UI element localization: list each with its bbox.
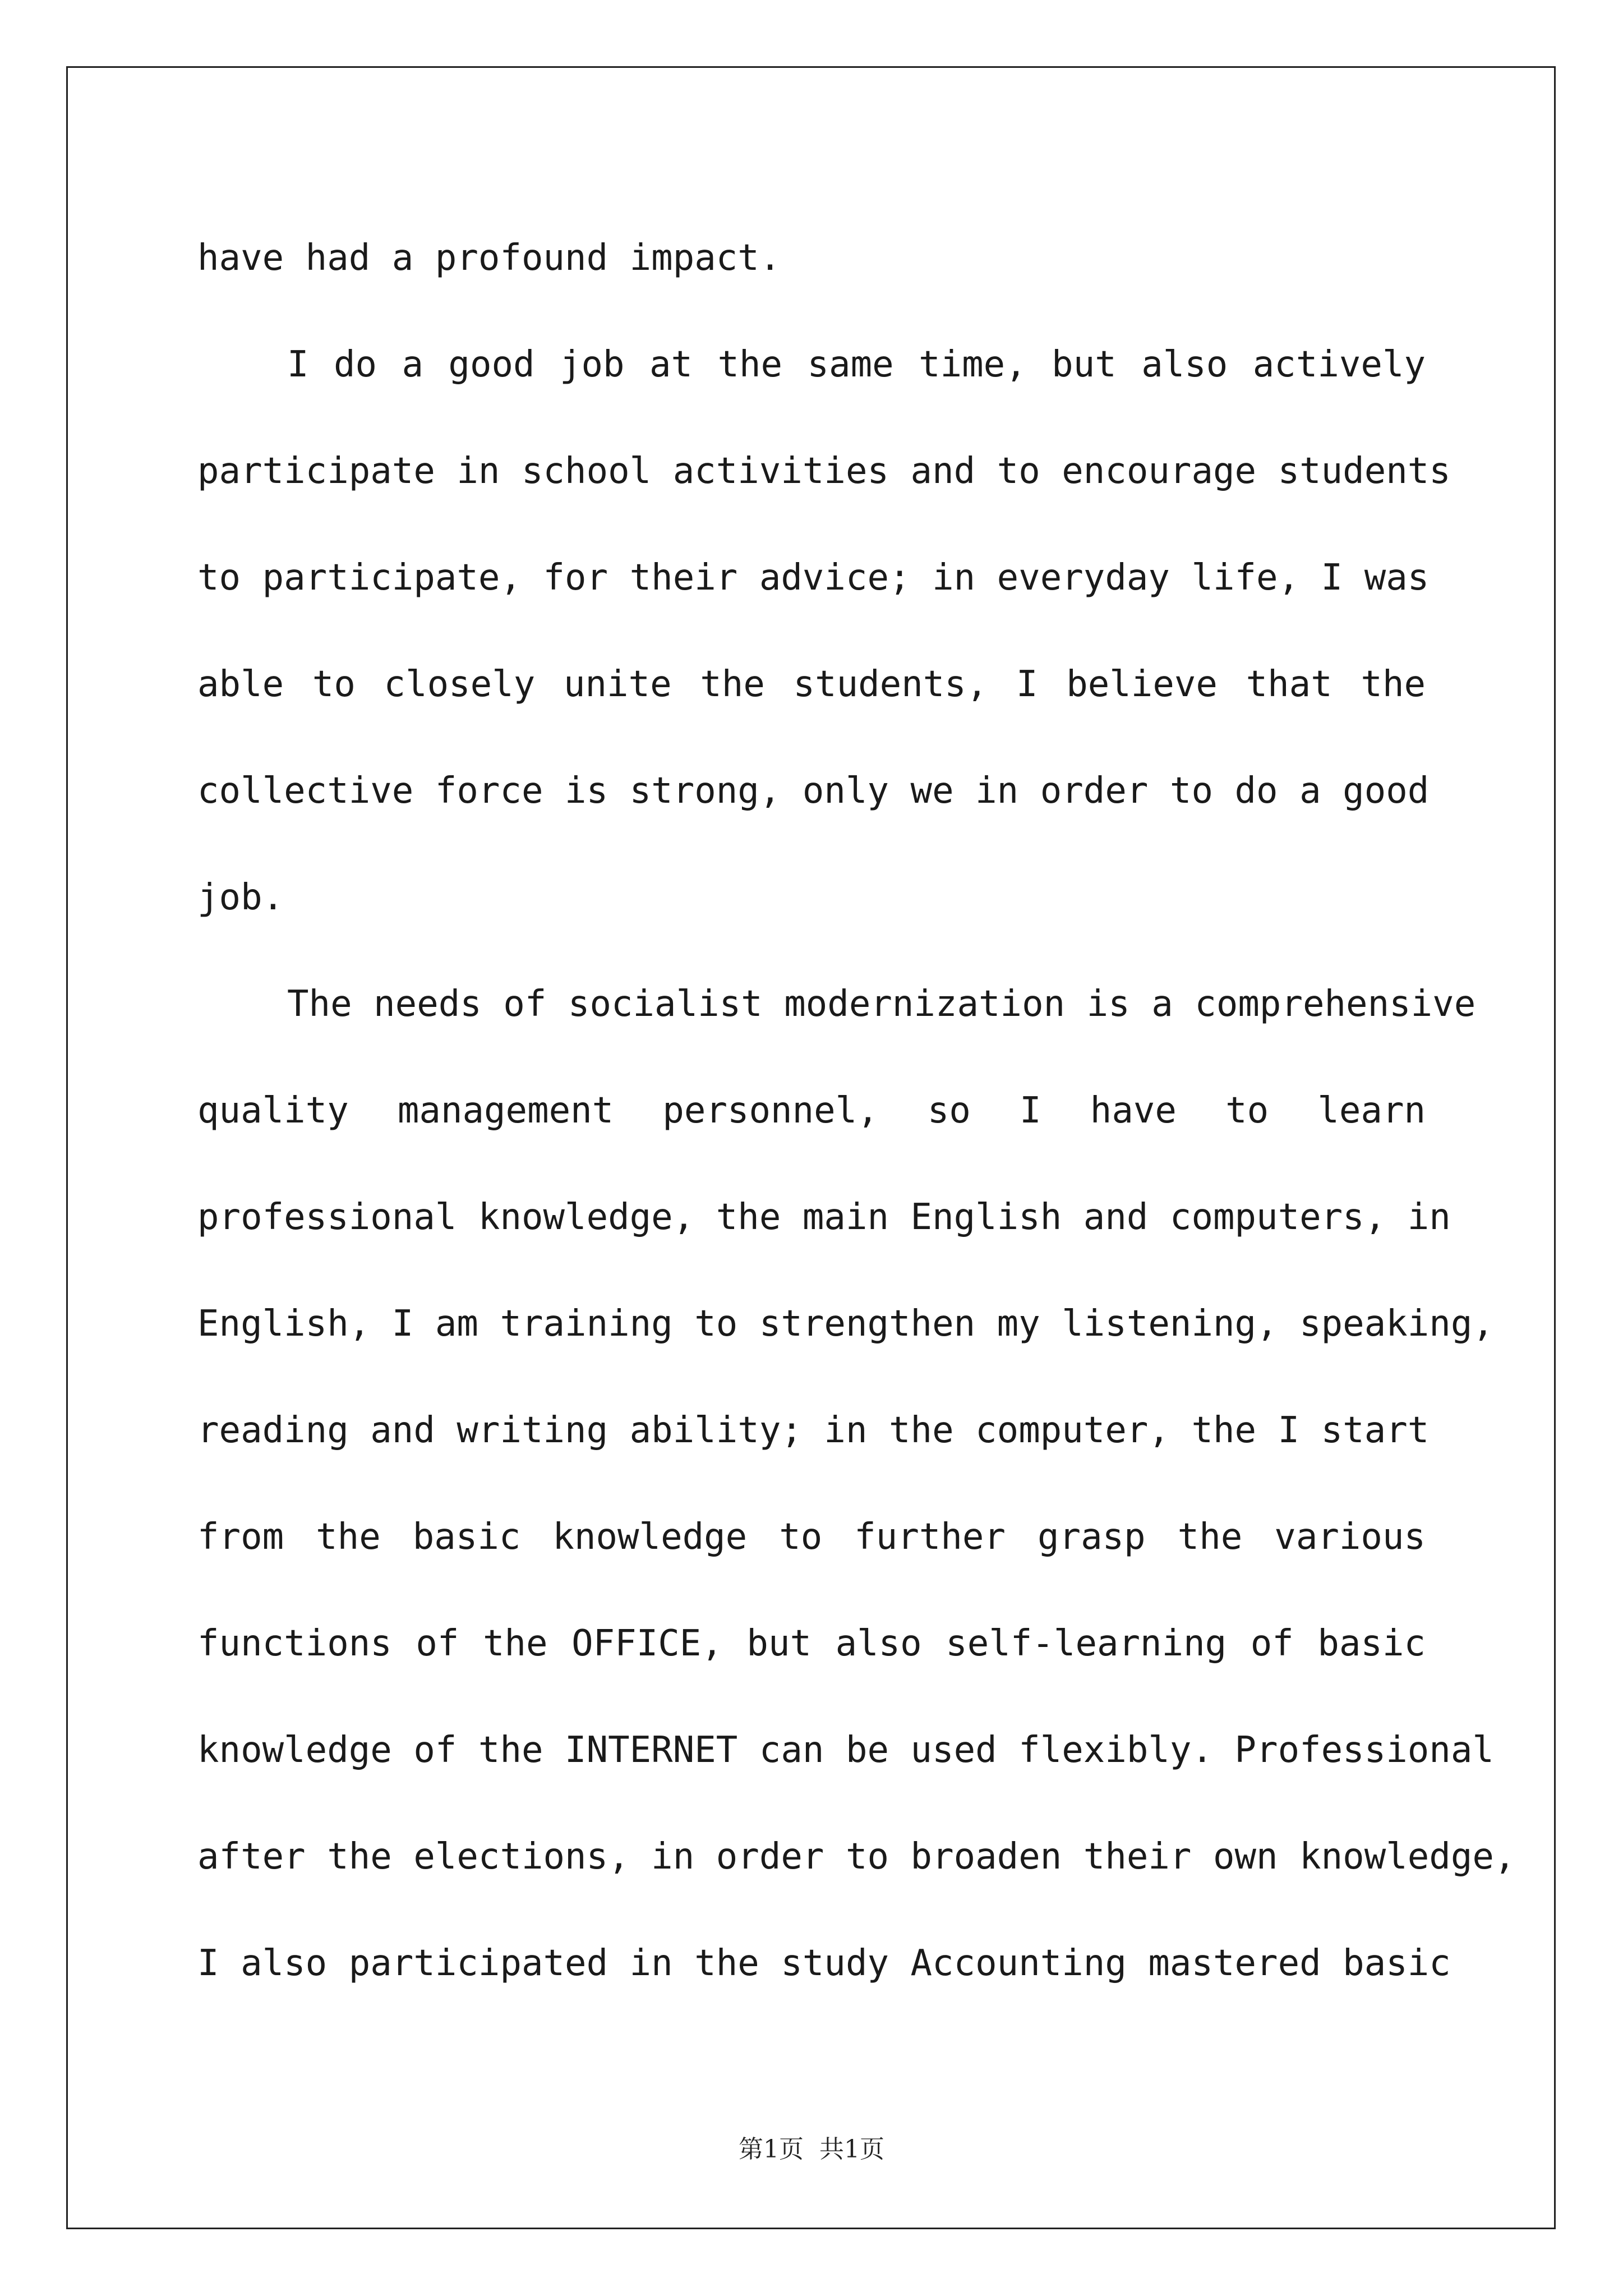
text-line: able to closely unite the students, I believe that the	[197, 664, 1426, 705]
text-line: have had a profound impact.	[197, 237, 781, 279]
body-text	[197, 205, 1516, 2017]
text-line: quality management personnel, so I have to learn	[197, 1090, 1426, 1131]
text-line: participate in school activities and to encourage students	[197, 450, 1451, 492]
text-line: from the basic knowledge to further grasp the various	[197, 1516, 1426, 1558]
text-line: The needs of socialist modernization is a comprehensive	[287, 983, 1476, 1025]
text-line: functions of the OFFICE, but also self-learning of basic	[197, 1623, 1426, 1664]
text-line: professional knowledge, the main English and computers, in	[197, 1197, 1451, 1238]
text-line: after the elections, in order to broaden their own knowledge,	[197, 1836, 1516, 1878]
text-line: job.	[197, 877, 284, 918]
page-number-footer: 第1页 共1页	[739, 2135, 884, 2164]
text-line: I also participated in the study Accounting mastered basic	[197, 1943, 1451, 1984]
text-line: knowledge of the INTERNET can be used flexibly. Professional	[197, 1729, 1494, 1771]
text-line: to participate, for their advice; in everyday life, I was	[197, 557, 1430, 599]
text-line: reading and writing ability; in the computer, the I start	[197, 1410, 1430, 1451]
text-line: English, I am training to strengthen my listening, speaking,	[197, 1303, 1494, 1345]
text-line: I do a good job at the same time, but also actively	[287, 344, 1426, 385]
text-line: collective force is strong, only we in order to do a good	[197, 770, 1430, 812]
